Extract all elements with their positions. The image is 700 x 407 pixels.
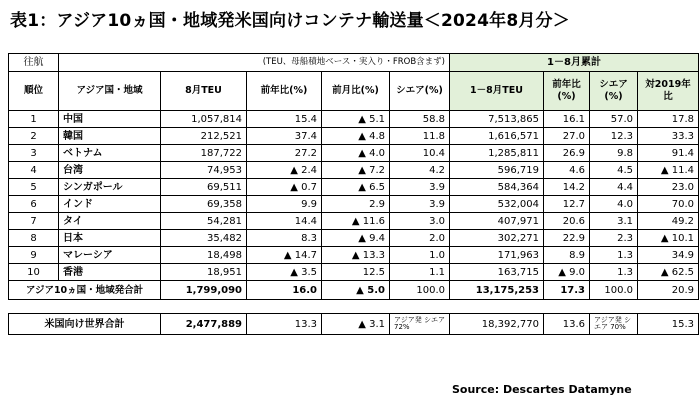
region-cell: ベトナム bbox=[59, 145, 161, 162]
total-yoy-cell: 16.0 bbox=[247, 281, 322, 300]
region-cell: 中国 bbox=[59, 111, 161, 128]
table-row bbox=[9, 196, 699, 213]
total-teu-cell: 1,799,090 bbox=[161, 281, 247, 300]
cum-share-cell: 1.3 bbox=[590, 264, 638, 281]
region-cell: 香港 bbox=[59, 264, 161, 281]
vs2019-cell: ▲ 62.5 bbox=[638, 264, 699, 281]
cum-yoy-cell: 22.9 bbox=[544, 230, 590, 247]
world-yoy-cell: 13.3 bbox=[247, 314, 322, 335]
rank-cell: 1 bbox=[9, 111, 59, 128]
teu-cell: 18,498 bbox=[161, 247, 247, 264]
region-cell: 台湾 bbox=[59, 162, 161, 179]
mom-cell: ▲ 5.1 bbox=[322, 111, 390, 128]
cum-teu-cell: 584,364 bbox=[450, 179, 544, 196]
share-cell: 3.0 bbox=[390, 213, 450, 230]
world-cum-yoy-cell: 13.6 bbox=[544, 314, 590, 335]
asia-total-label: アジア10ヵ国・地域発合計 bbox=[9, 281, 161, 300]
table-title: 表1：アジア10ヵ国・地域発米国向けコンテナ輸送量＜2024年8月分＞ bbox=[10, 11, 570, 31]
cum-share-cell: 1.3 bbox=[590, 247, 638, 264]
cum-yoy-cell: 20.6 bbox=[544, 213, 590, 230]
yoy-cell: ▲ 3.5 bbox=[247, 264, 322, 281]
table-row bbox=[9, 230, 699, 247]
yoy-cell: 8.3 bbox=[247, 230, 322, 247]
rank-cell: 4 bbox=[9, 162, 59, 179]
table-row bbox=[9, 145, 699, 162]
region-cell: マレーシア bbox=[59, 247, 161, 264]
world-cum-teu-cell: 18,392,770 bbox=[450, 314, 544, 335]
cum-share-cell: 2.3 bbox=[590, 230, 638, 247]
teu-cell: 187,722 bbox=[161, 145, 247, 162]
region-cell: タイ bbox=[59, 213, 161, 230]
vs2019-cell: 70.0 bbox=[638, 196, 699, 213]
table-row bbox=[9, 128, 699, 145]
col-region: アジア国・地域 bbox=[59, 72, 161, 111]
teu-cell: 18,951 bbox=[161, 264, 247, 281]
cum-share-cell: 12.3 bbox=[590, 128, 638, 145]
total-vs2019-cell: 20.9 bbox=[638, 281, 699, 300]
cum-teu-cell: 596,719 bbox=[450, 162, 544, 179]
col-cum-teu: 1－8月TEU bbox=[450, 72, 544, 111]
share-cell: 3.9 bbox=[390, 179, 450, 196]
vs2019-cell: 49.2 bbox=[638, 213, 699, 230]
cum-yoy-cell: 27.0 bbox=[544, 128, 590, 145]
asia-cum-share-note: アジア発 シエア 70% bbox=[590, 314, 638, 335]
mom-cell: ▲ 13.3 bbox=[322, 247, 390, 264]
teu-cell: 54,281 bbox=[161, 213, 247, 230]
region-cell: 韓国 bbox=[59, 128, 161, 145]
mom-cell: ▲ 9.4 bbox=[322, 230, 390, 247]
mom-cell: ▲ 11.6 bbox=[322, 213, 390, 230]
col-yoy: 前年比(%) bbox=[247, 72, 322, 111]
yoy-cell: 27.2 bbox=[247, 145, 322, 162]
vs2019-cell: 91.4 bbox=[638, 145, 699, 162]
share-cell: 3.9 bbox=[390, 196, 450, 213]
cum-teu-cell: 532,004 bbox=[450, 196, 544, 213]
vs2019-cell: 34.9 bbox=[638, 247, 699, 264]
cum-teu-cell: 7,513,865 bbox=[450, 111, 544, 128]
share-cell: 1.0 bbox=[390, 247, 450, 264]
yoy-cell: 14.4 bbox=[247, 213, 322, 230]
cumulative-header: 1－8月累計 bbox=[450, 54, 699, 72]
teu-cell: 212,521 bbox=[161, 128, 247, 145]
mom-cell: ▲ 4.0 bbox=[322, 145, 390, 162]
cum-share-cell: 4.0 bbox=[590, 196, 638, 213]
mom-cell: ▲ 4.8 bbox=[322, 128, 390, 145]
container-volume-table bbox=[8, 53, 699, 335]
cum-yoy-cell: 26.9 bbox=[544, 145, 590, 162]
column-header-row bbox=[9, 72, 699, 111]
teu-cell: 35,482 bbox=[161, 230, 247, 247]
total-cum-share-cell: 100.0 bbox=[590, 281, 638, 300]
rank-cell: 6 bbox=[9, 196, 59, 213]
asia-share-note: アジア発 シエア 72% bbox=[390, 314, 450, 335]
vs2019-cell: 33.3 bbox=[638, 128, 699, 145]
outbound-label: 往航 bbox=[9, 54, 59, 72]
yoy-cell: 9.9 bbox=[247, 196, 322, 213]
teu-cell: 69,358 bbox=[161, 196, 247, 213]
col-rank: 順位 bbox=[9, 72, 59, 111]
yoy-cell: ▲ 14.7 bbox=[247, 247, 322, 264]
cum-share-cell: 4.4 bbox=[590, 179, 638, 196]
cum-yoy-cell: 14.2 bbox=[544, 179, 590, 196]
cum-teu-cell: 407,971 bbox=[450, 213, 544, 230]
table-row bbox=[9, 162, 699, 179]
region-cell: インド bbox=[59, 196, 161, 213]
cum-yoy-cell: ▲ 9.0 bbox=[544, 264, 590, 281]
table-row bbox=[9, 179, 699, 196]
rank-cell: 2 bbox=[9, 128, 59, 145]
table-row bbox=[9, 213, 699, 230]
vs2019-cell: ▲ 11.4 bbox=[638, 162, 699, 179]
source-credit: Source: Descartes Datamyne bbox=[452, 383, 632, 396]
cum-teu-cell: 302,271 bbox=[450, 230, 544, 247]
col-cum-share: シエア(%) bbox=[590, 72, 638, 111]
col-vs2019: 対2019年比 bbox=[638, 72, 699, 111]
cum-share-cell: 3.1 bbox=[590, 213, 638, 230]
rank-cell: 9 bbox=[9, 247, 59, 264]
col-mom: 前月比(%) bbox=[322, 72, 390, 111]
rank-cell: 8 bbox=[9, 230, 59, 247]
share-cell: 58.8 bbox=[390, 111, 450, 128]
col-share: シエア(%) bbox=[390, 72, 450, 111]
cum-yoy-cell: 4.6 bbox=[544, 162, 590, 179]
cum-teu-cell: 1,285,811 bbox=[450, 145, 544, 162]
teu-cell: 1,057,814 bbox=[161, 111, 247, 128]
world-total-label: 米国向け世界合計 bbox=[9, 314, 161, 335]
header-top-row bbox=[9, 54, 699, 72]
vs2019-cell: 23.0 bbox=[638, 179, 699, 196]
cum-yoy-cell: 16.1 bbox=[544, 111, 590, 128]
table-row bbox=[9, 111, 699, 128]
col-cum-yoy: 前年比(%) bbox=[544, 72, 590, 111]
cum-yoy-cell: 8.9 bbox=[544, 247, 590, 264]
world-total-row bbox=[9, 314, 699, 335]
region-cell: シンガポール bbox=[59, 179, 161, 196]
cum-share-cell: 57.0 bbox=[590, 111, 638, 128]
table-row bbox=[9, 247, 699, 264]
mom-cell: 12.5 bbox=[322, 264, 390, 281]
table-row bbox=[9, 264, 699, 281]
share-cell: 4.2 bbox=[390, 162, 450, 179]
share-cell: 1.1 bbox=[390, 264, 450, 281]
col-teu: 8月TEU bbox=[161, 72, 247, 111]
vs2019-cell: ▲ 10.1 bbox=[638, 230, 699, 247]
mom-cell: ▲ 7.2 bbox=[322, 162, 390, 179]
mom-cell: 2.9 bbox=[322, 196, 390, 213]
total-cum-teu-cell: 13,175,253 bbox=[450, 281, 544, 300]
yoy-cell: ▲ 0.7 bbox=[247, 179, 322, 196]
yoy-cell: 15.4 bbox=[247, 111, 322, 128]
rank-cell: 5 bbox=[9, 179, 59, 196]
teu-cell: 69,511 bbox=[161, 179, 247, 196]
share-cell: 11.8 bbox=[390, 128, 450, 145]
total-cum-yoy-cell: 17.3 bbox=[544, 281, 590, 300]
cum-share-cell: 4.5 bbox=[590, 162, 638, 179]
asia-total-row bbox=[9, 281, 699, 300]
share-cell: 10.4 bbox=[390, 145, 450, 162]
vs2019-cell: 17.8 bbox=[638, 111, 699, 128]
unit-note: (TEU、母船積地ベース・実入り・FROB含まず) bbox=[59, 54, 450, 72]
cum-teu-cell: 1,616,571 bbox=[450, 128, 544, 145]
rank-cell: 3 bbox=[9, 145, 59, 162]
world-mom-cell: ▲ 3.1 bbox=[322, 314, 390, 335]
cum-share-cell: 9.8 bbox=[590, 145, 638, 162]
spacer-row bbox=[9, 300, 699, 314]
share-cell: 2.0 bbox=[390, 230, 450, 247]
cum-teu-cell: 163,715 bbox=[450, 264, 544, 281]
total-share-cell: 100.0 bbox=[390, 281, 450, 300]
region-cell: 日本 bbox=[59, 230, 161, 247]
yoy-cell: 37.4 bbox=[247, 128, 322, 145]
world-vs2019-cell: 15.3 bbox=[638, 314, 699, 335]
cum-yoy-cell: 12.7 bbox=[544, 196, 590, 213]
total-mom-cell: ▲ 5.0 bbox=[322, 281, 390, 300]
mom-cell: ▲ 6.5 bbox=[322, 179, 390, 196]
rank-cell: 10 bbox=[9, 264, 59, 281]
teu-cell: 74,953 bbox=[161, 162, 247, 179]
world-teu-cell: 2,477,889 bbox=[161, 314, 247, 335]
cum-teu-cell: 171,963 bbox=[450, 247, 544, 264]
yoy-cell: ▲ 2.4 bbox=[247, 162, 322, 179]
rank-cell: 7 bbox=[9, 213, 59, 230]
